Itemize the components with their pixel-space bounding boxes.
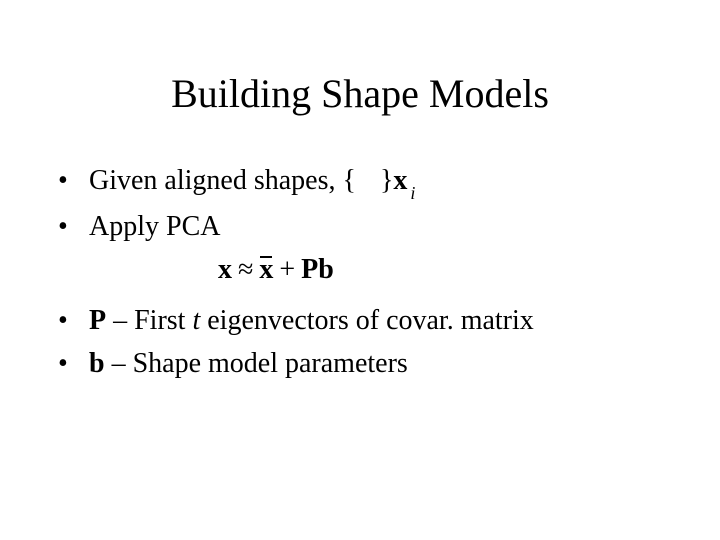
bullet-text: Apply PCA	[89, 211, 221, 242]
subscript-i: i	[410, 183, 416, 203]
plus-symbol: +	[279, 254, 296, 285]
pca-equation	[218, 252, 334, 288]
symbol-b: b	[89, 348, 105, 379]
approx-symbol: ≈	[238, 254, 254, 285]
vector-x: x	[393, 165, 408, 196]
close-brace: }	[379, 165, 394, 196]
bullet-text: – First	[106, 305, 193, 336]
open-brace: {	[342, 165, 356, 196]
equation-mean: x	[259, 252, 273, 288]
italic-t: t	[192, 305, 201, 336]
bullet-text-after: eigenvectors of covar. matrix	[200, 305, 534, 336]
bullet-marker: •	[58, 211, 68, 242]
bullet-text: Given aligned shapes,	[89, 165, 343, 196]
bullet-apply-pca	[58, 211, 220, 243]
bullet-marker: •	[58, 348, 68, 379]
bullet-shape-params	[58, 348, 408, 380]
bullet-eigenvectors	[58, 305, 534, 337]
bullet-text: – Shape model parameters	[104, 348, 408, 379]
bullet-marker: •	[58, 165, 68, 196]
equation-rhs: Pb	[301, 254, 334, 285]
symbol-P: P	[89, 305, 107, 336]
bullet-aligned-shapes	[58, 165, 416, 203]
equation-lhs: x	[218, 254, 232, 285]
slide-title: Building Shape Models	[171, 71, 549, 116]
bullet-marker: •	[58, 305, 68, 336]
